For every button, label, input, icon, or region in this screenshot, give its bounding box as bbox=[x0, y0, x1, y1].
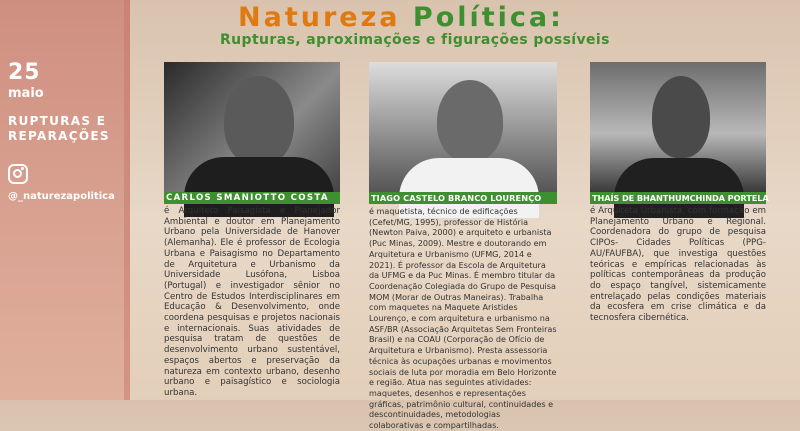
speaker-1-face bbox=[224, 76, 294, 166]
speaker-bio-2: é maquetista, técnico de edificações (Cefet/MG, 1995), professor de História (Newton Paiva, 2000) e arquiteto e urbanista (Puc Minas, 2009). Mestre e doutorando em Arquitetura e Urbanismo (UFMG, 2014 e 2021). É professor da Escola de Arquitetura da UFMG e da Puc Minas. É membro titular da Coordenação Colegiada do Grupo de Pesquisa MOM (Morar de Outras Maneiras). Trabalha com maquetes na Maquete Aristides Lourenço, e com arquitetura e urbanismo na ASF/BR (Associação Arquitetas Sem Fronteiras Brasil) e na COAU (Corporação de Ofício de Arquitetura e Urbanismo). Presta assessoria técnica às ocupações urbanas e movimentos sociais de luta por moradia em Belo Horizonte e região. Atua nas seguintes atividades: maquetes, desenhos e representações gráficas, patrimônio cultural, continuidades e descontinuidades, metodologias colaborativas e compartilhadas. bbox=[369, 206, 557, 431]
speaker-name-3: THAÍS DE BHANTHUMCHINDA PORTELA bbox=[592, 193, 769, 203]
event-month: maio bbox=[8, 86, 44, 101]
session-title: RUPTURAS E REPARAÇÕES bbox=[8, 114, 110, 143]
side-panel bbox=[0, 0, 130, 400]
event-day: 25 bbox=[8, 60, 41, 85]
title-suffix: Política: bbox=[412, 2, 564, 33]
page-title bbox=[238, 2, 564, 33]
page-subtitle: Rupturas, aproximações e figurações possíveis bbox=[220, 32, 610, 48]
speaker-bio-1: é Arquiteto Paisagista e Planejador Ambiental e doutor em Planejamento Urbano pela Universidade de Hanover (Alemanha). Ele é professor de Ecologia Urbana e Paisagismo no Departamento de Arquitetura e Urbanismo da Universidade Lusófona, Lisboa (Portugal) e investigador sênior no Centro de Estudos Interdisciplinares em Educação & Desenvolvimento, onde coordena pesquisas e projetos nacionais e internacionais. Suas atividades de pesquisa tratam de questões de desenvolvimento urbano sustentável, espaços abertos e preservação da natureza em contexto urbano, desenho urbano e paisagístico e sociologia urbana. bbox=[164, 206, 340, 398]
side-panel-stripe bbox=[124, 0, 130, 400]
speaker-name-2: TIAGO CASTELO BRANCO LOURENÇO bbox=[369, 192, 557, 204]
instagram-handle[interactable]: @_naturezapolitica bbox=[8, 191, 115, 202]
speaker-3-face bbox=[652, 76, 710, 158]
instagram-icon bbox=[8, 164, 28, 184]
title-prefix: Natureza bbox=[238, 2, 401, 33]
speaker-2-face bbox=[437, 80, 503, 162]
speaker-photo-2 bbox=[369, 62, 557, 192]
speaker-photo-3 bbox=[590, 62, 766, 192]
speaker-photo-1 bbox=[164, 62, 340, 192]
speaker-bio-3: é Arquiteta Urbanista, com formação em Planejamento Urbano e Regional. Coordenadora do grupo de pesquisa CIPOs- Cidades Políticas (PPG-AU/FAUFBA), que investiga questões teóricas e empíricas relacionadas às políticas contemporâneas da produção do espaço tangível, sistemicamente entrelaçado pelas condições materiais da ecosfera em crise climática e da tecnosfera cibernética. bbox=[590, 206, 766, 324]
speaker-name-1: CARLOS SMANIOTTO COSTA bbox=[164, 192, 340, 204]
